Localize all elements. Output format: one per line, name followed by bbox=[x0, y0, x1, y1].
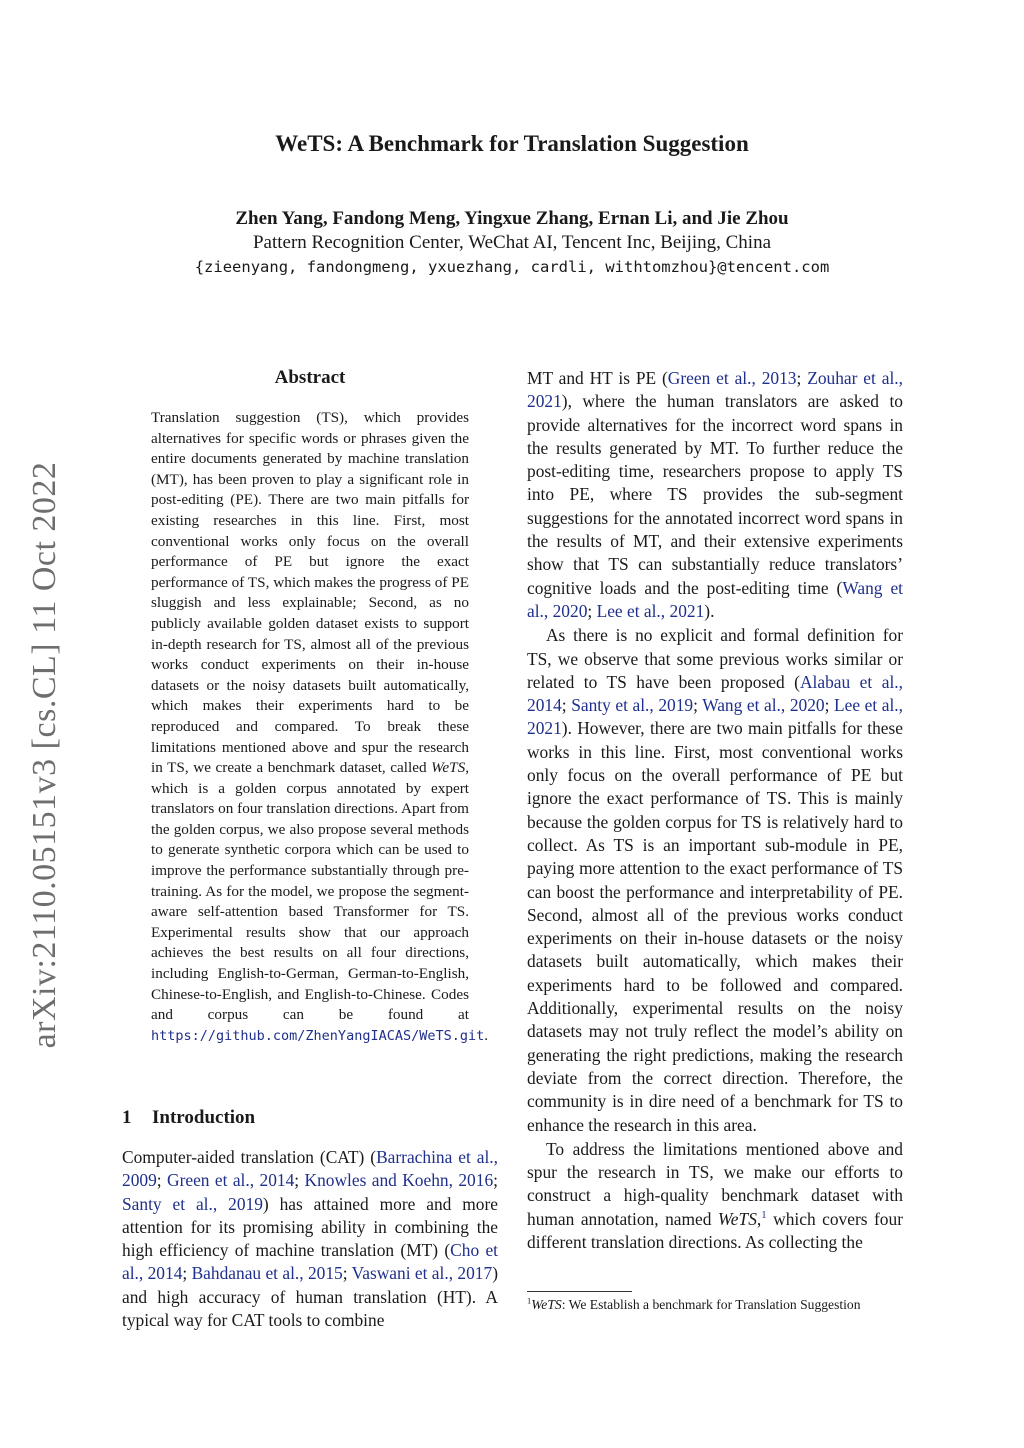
intro-paragraph-1: Computer-aided translation (CAT) (Barrachina et al., 2009; Green et al., 2014; Knowles and Koehn, 2016; Santy et al., 2019) has attained more and more attention for its promising ability in combining the high efficiency of machine translation (MT) (Cho et al., 2014; Bahdanau et al., 2015; Vaswani et al., 2017) and high accuracy of human translation (HT). A typical way for CAT tools to combine bbox=[122, 1147, 498, 1331]
author-emails: {zieenyang, fandongmeng, yxuezhang, cardli, withtomzhou}@tencent.com bbox=[194, 258, 830, 276]
dataset-name: WeTS bbox=[717, 1208, 757, 1229]
intro-paragraph-1-continued: MT and HT is PE (Green et al., 2013; Zouhar et al., 2021), where the human translators are asked to provide alternatives for the incorrect word spans in the results generated by MT. To further reduce the post-editing time, researchers propose to apply TS into PE, where TS provides the sub-segment suggestions for the annotated incorrect word spans in the results of MT, and their extensive experiments show that TS can substantially reduce translators’ cognitive loads and the post-editing time (Wang et al., 2020; Lee et al., 2021). bbox=[527, 368, 903, 621]
footnote-marker[interactable]: 1 bbox=[761, 1208, 767, 1221]
footnote-divider bbox=[527, 1291, 632, 1292]
citation-link[interactable]: Wang et al., 2020 bbox=[702, 695, 825, 716]
abstract-body: Translation suggestion (TS), which provides alternatives for specific words or phrases given the entire documents generated by machine translation (MT), has been proven to play a significant role in post-editing (PE). There are two main pitfalls for existing researches in this line. First, most conventional works only focus on the overall performance of PE but ignore the exact performance of TS, which makes the progress of PE sluggish and less explainable; Second, as no publicly available golden dataset exists to support in-depth research for TS, almost all of the previous works conduct experiments on their in-house datasets or the noisy datasets built automatically, which makes their experiments hard to be reproduced and compared. To break these limitations mentioned above and spur the research in TS, we create a benchmark dataset, called WeTS, which is a golden corpus annotated by expert translators on four translation directions. Apart from the golden corpus, we also propose several methods to generate synthetic corpora which can be used to improve the performance substantially through pre-training. As for the model, we propose the segment-aware self-attention based Transformer for TS. Experimental results show that our approach achieves the best results on all four directions, including English-to-German, German-to-English, Chinese-to-English, and English-to-Chinese. Codes and corpus can be found at https://github.com/ZhenYangIACAS/WeTS.git. bbox=[151, 409, 489, 1044]
citation-link[interactable]: Green et al., 2014 bbox=[167, 1170, 295, 1191]
citation-link[interactable]: Bahdanau et al., 2015 bbox=[191, 1263, 343, 1284]
citation-link[interactable]: Santy et al., 2019 bbox=[571, 695, 694, 716]
citation-link[interactable]: Cho et al., 2014 bbox=[122, 1240, 498, 1284]
dataset-name: WeTS bbox=[531, 1297, 562, 1312]
citation-link[interactable]: Wang et al., 2020 bbox=[527, 577, 903, 621]
citation-link[interactable]: Knowles and Koehn, 2016 bbox=[304, 1170, 494, 1191]
code-url-link[interactable]: https://github.com/ZhenYangIACAS/WeTS.git bbox=[151, 1027, 485, 1044]
right-column bbox=[527, 367, 903, 1254]
citation-link[interactable]: Zouhar et al., 2021 bbox=[527, 368, 903, 412]
intro-paragraph-3: To address the limitations mentioned above and spur the research in TS, we make our efforts to construct a high-quality benchmark dataset with human annotation, named WeTS,$^1$ which covers four different translation directions. As collecting the bbox=[527, 1138, 903, 1252]
intro-paragraph-2: As there is no explicit and formal definition for TS, we observe that some previous works similar or related to TS have been proposed (Alabau et al., 2014; Santy et al., 2019; Wang et al., 2020; Lee et al., 2021). However, there are two main pitfalls for these works in this line. First, most conventional works only focus on the overall performance of PE but ignore the exact performance of TS. This is mainly because the golden corpus for TS is relatively hard to collect. As TS is an important sub-module in PE, paying more attention to the exact performance of TS can boost the performance and interpretability of PE. Second, almost all of the previous works conduct experiments on their in-house datasets or the noisy datasets built automatically, which makes their experiments hard to be followed and compared. Additionally, experimental results on the noisy datasets may not truly reflect the model’s ability on generating the right predictions, making the research deviate from the correct direction. Therefore, the community is in dire need of a benchmark for TS to enhance the research in this area. bbox=[527, 625, 904, 1135]
footnote-number: 1 bbox=[527, 1295, 532, 1306]
citation-link[interactable]: Alabau et al., 2014 bbox=[527, 671, 903, 716]
section-number: 1 bbox=[122, 1107, 132, 1128]
footnote: $^1$WeTS: We Establish a benchmark for Translation Suggestion bbox=[527, 1295, 861, 1312]
author-list: Zhen Yang, Fandong Meng, Yingxue Zhang, Ernan Li, and Jie Zhou bbox=[235, 208, 789, 229]
citation-link[interactable]: Santy et al., 2019 bbox=[122, 1193, 263, 1214]
affiliation: Pattern Recognition Center, WeChat AI, Tencent Inc, Beijing, China bbox=[252, 232, 772, 253]
citation-link[interactable]: Barrachina et al., 2009 bbox=[122, 1147, 498, 1191]
citation-link[interactable]: Vaswani et al., 2017 bbox=[351, 1263, 493, 1284]
abstract-heading: Abstract bbox=[274, 367, 346, 388]
paper-title: WeTS: A Benchmark for Translation Suggestion bbox=[275, 131, 749, 156]
section-title: Introduction bbox=[152, 1107, 256, 1128]
citation-link[interactable]: Green et al., 2013 bbox=[667, 368, 797, 388]
section-heading-introduction bbox=[122, 1107, 255, 1129]
arxiv-identifier bbox=[14, 455, 76, 1055]
arxiv-id-text: arXiv:2110.05151v3 [cs.CL] 11 Oct 2022 bbox=[26, 461, 63, 1049]
citation-link[interactable]: Lee et al., 2021 bbox=[596, 600, 705, 621]
dataset-name: WeTS bbox=[431, 759, 466, 777]
citation-link[interactable]: Lee et al., 2021 bbox=[527, 695, 904, 739]
